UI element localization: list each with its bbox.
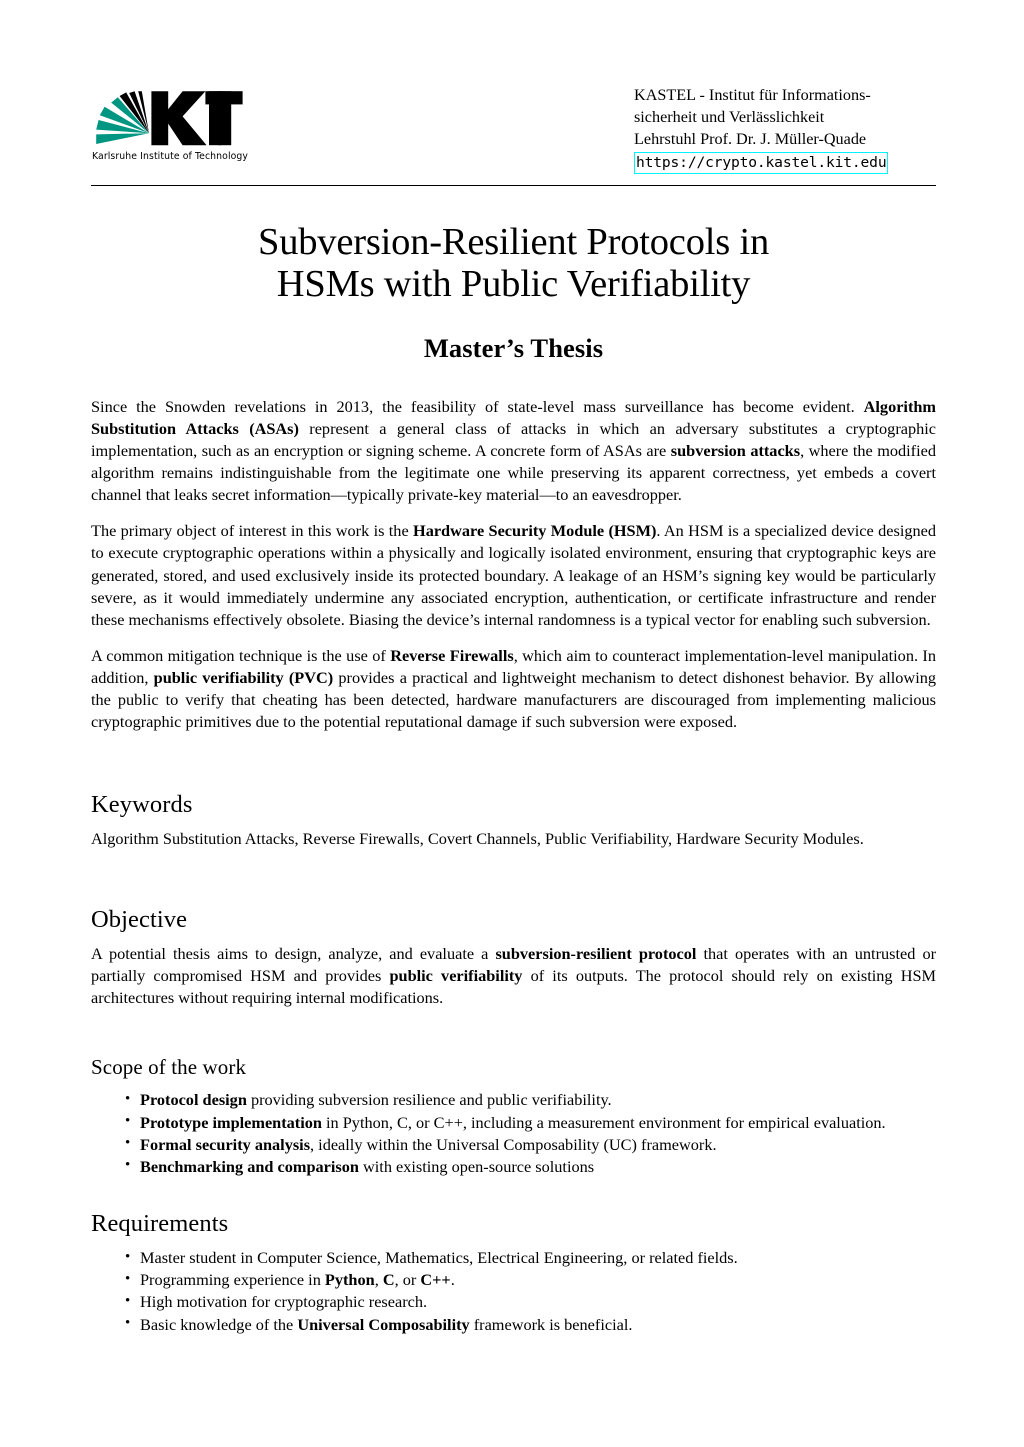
objective-text	[91, 943, 936, 1009]
req-item-1-b3: C++	[420, 1270, 451, 1290]
spacer-after-requirements-heading	[91, 1238, 936, 1247]
bullet-icon: •	[125, 1270, 131, 1287]
req-item-3-mid: framework is beneficial.	[469, 1314, 633, 1334]
p3-seg1: A common mitigation technique is the use of	[91, 645, 391, 665]
req-item-3-pre: Basic knowledge of the	[140, 1314, 298, 1334]
address-line-2: sicherheit und Verlässlichkeit	[634, 108, 825, 127]
obj-seg3: of its outputs. The protocol should rely on existing HSM architectures without requiring internal modifications.	[91, 966, 936, 1008]
p3-seg2: , which aim to counteract implementation-level manipulation. In addition,	[91, 645, 936, 687]
scope-item-3-bold: Benchmarking and comparison	[140, 1156, 359, 1176]
bullet-icon: •	[125, 1315, 131, 1331]
section-heading-requirements: Requirements	[91, 1210, 229, 1238]
institute-url-link[interactable]	[634, 152, 888, 174]
spacer-after-objective-heading	[91, 934, 936, 943]
spacer-after-keywords-heading	[91, 819, 936, 828]
paragraph-intro	[91, 396, 936, 506]
requirements-list	[91, 1247, 936, 1336]
title-line-2: HSMs with Public Verifiability	[276, 262, 751, 305]
spacer-before-objective	[91, 864, 936, 906]
bullet-icon: •	[125, 1135, 131, 1152]
title-line-1: Subversion-Resilient Protocols in	[258, 221, 769, 263]
p1-seg2: represent a general class of attacks in which an adversary substitutes a cryptographic implementation, such as an encryption or signing scheme. A concrete form of ASAs are	[91, 419, 936, 461]
list-item	[91, 1089, 936, 1111]
list-item	[91, 1156, 936, 1178]
list-item	[91, 1134, 936, 1156]
req-item-1-pre: Programming experience in	[140, 1270, 325, 1290]
req-item-0-pre: Master student in Computer Science, Mathematics, Electrical Engineering, or related fields.	[140, 1248, 738, 1268]
req-item-1-mid: ,	[374, 1270, 383, 1290]
req-item-1-mid2: , or	[394, 1270, 421, 1290]
p3-bold2: public verifiability (PVC)	[153, 667, 334, 687]
page-subtitle: Master’s Thesis	[423, 333, 604, 364]
header-divider	[91, 185, 936, 186]
bullet-icon: •	[125, 1292, 131, 1309]
kit-logo-icon	[91, 90, 243, 150]
p2-seg2: . An HSM is a specialized device designed to execute cryptographic operations within a physically and logically isolated environment, ensuring that cryptographic keys are generated, stored, and used exclusively inside its protected boundary. A leakage of an HSM’s signing key would be particularly severe, as it would immediately undermine any associated encryption, authentication, or certificate infrastructure and render these mechanisms effectively obsolete. Biasing the device’s internal randomness is a typical vector for enabling such subversion.	[91, 521, 936, 629]
bullet-icon: •	[125, 1113, 131, 1130]
scope-item-2-bold: Formal security analysis	[140, 1134, 311, 1154]
obj-bold2: public verifiability	[389, 966, 523, 986]
req-item-1-post: .	[450, 1270, 455, 1290]
list-item	[91, 1247, 936, 1269]
document-body	[91, 396, 936, 1336]
spacer-after-scope-heading	[91, 1080, 936, 1089]
p3-seg3: provides a practical and lightweight mechanism to detect dishonest behavior. By allowing the public to verify that cheating has been detected, hardware manufacturers are discouraged from implementing malicious cryptographic primitives due to the potential reputational damage if such subversion were exposed.	[91, 667, 936, 732]
obj-seg1: A potential thesis aims to design, analyze, and evaluate a	[91, 944, 496, 964]
scope-item-0-rest: providing subversion resilience and public verifiability.	[246, 1090, 612, 1110]
req-item-3-b1: Universal Composability	[297, 1314, 470, 1334]
paragraph-mitigation	[91, 645, 936, 733]
kit-logo	[91, 90, 266, 162]
p2-seg1: The primary object of interest in this work is the	[91, 521, 414, 541]
paragraph-hsm	[91, 520, 936, 630]
scope-item-0-bold: Protocol design	[140, 1090, 247, 1110]
bullet-icon: •	[125, 1248, 131, 1265]
spacer-before-keywords	[91, 747, 936, 791]
address-line-1: KASTEL - Institut für Informations-	[634, 86, 871, 104]
list-item	[91, 1291, 936, 1313]
list-item	[91, 1112, 936, 1134]
spacer-before-requirements	[91, 1178, 936, 1210]
scope-item-1-rest: in Python, C, or C++, including a measurement environment for empirical evaluation.	[321, 1112, 886, 1132]
scope-item-1-bold: Prototype implementation	[140, 1112, 322, 1132]
address-line-3: Lehrstuhl Prof. Dr. J. Müller-Quade	[634, 130, 867, 149]
section-heading-scope: Scope of the work	[91, 1055, 247, 1080]
bullet-icon: •	[125, 1157, 131, 1174]
p1-bold2: subversion attacks	[670, 441, 801, 461]
list-item	[91, 1314, 936, 1336]
section-heading-objective: Objective	[91, 906, 188, 934]
p1-bold1: Algorithm Substitution Attacks (ASAs)	[91, 397, 936, 439]
scope-item-3-rest: with existing open-source solutions	[358, 1156, 595, 1176]
req-item-1-b1: Python	[324, 1270, 375, 1290]
kit-logo-tagline: Karlsruhe Institute of Technology	[92, 151, 249, 162]
list-item	[91, 1269, 936, 1291]
keywords-text: Algorithm Substitution Attacks, Reverse Firewalls, Covert Channels, Public Verifiability, Hardware Security Modules.	[91, 829, 864, 849]
p1-seg3: , where the modified algorithm remains indistinguishable from the legitimate one while preserving its apparent correctness, yet embeds a covert channel that leaks secret information—typically private-key material—to an eavesdropper.	[91, 441, 936, 505]
req-item-2-pre: High motivation for cryptographic research.	[140, 1292, 428, 1312]
obj-bold1: subversion-resilient protocol	[495, 944, 697, 964]
institute-url-text: https://crypto.kastel.kit.edu	[636, 154, 887, 172]
scope-list	[91, 1089, 936, 1178]
title-block	[91, 222, 936, 364]
page-title	[91, 222, 936, 305]
p1-seg1: Since the Snowden revelations in 2013, the feasibility of state-level mass surveillance has become evident.	[91, 397, 864, 416]
p2-bold1: Hardware Security Module (HSM)	[413, 521, 657, 541]
bullet-icon: •	[125, 1090, 131, 1107]
obj-seg2: that operates with an untrusted or partially compromised HSM and provides	[91, 944, 937, 986]
req-item-1-b2: C	[382, 1270, 395, 1290]
letterhead	[91, 84, 936, 184]
institute-address	[634, 84, 934, 174]
section-heading-keywords: Keywords	[91, 791, 193, 819]
p3-bold1: Reverse Firewalls	[390, 645, 514, 665]
spacer-before-scope	[91, 1023, 936, 1055]
scope-item-2-rest: , ideally within the Universal Composability (UC) framework.	[310, 1134, 717, 1154]
